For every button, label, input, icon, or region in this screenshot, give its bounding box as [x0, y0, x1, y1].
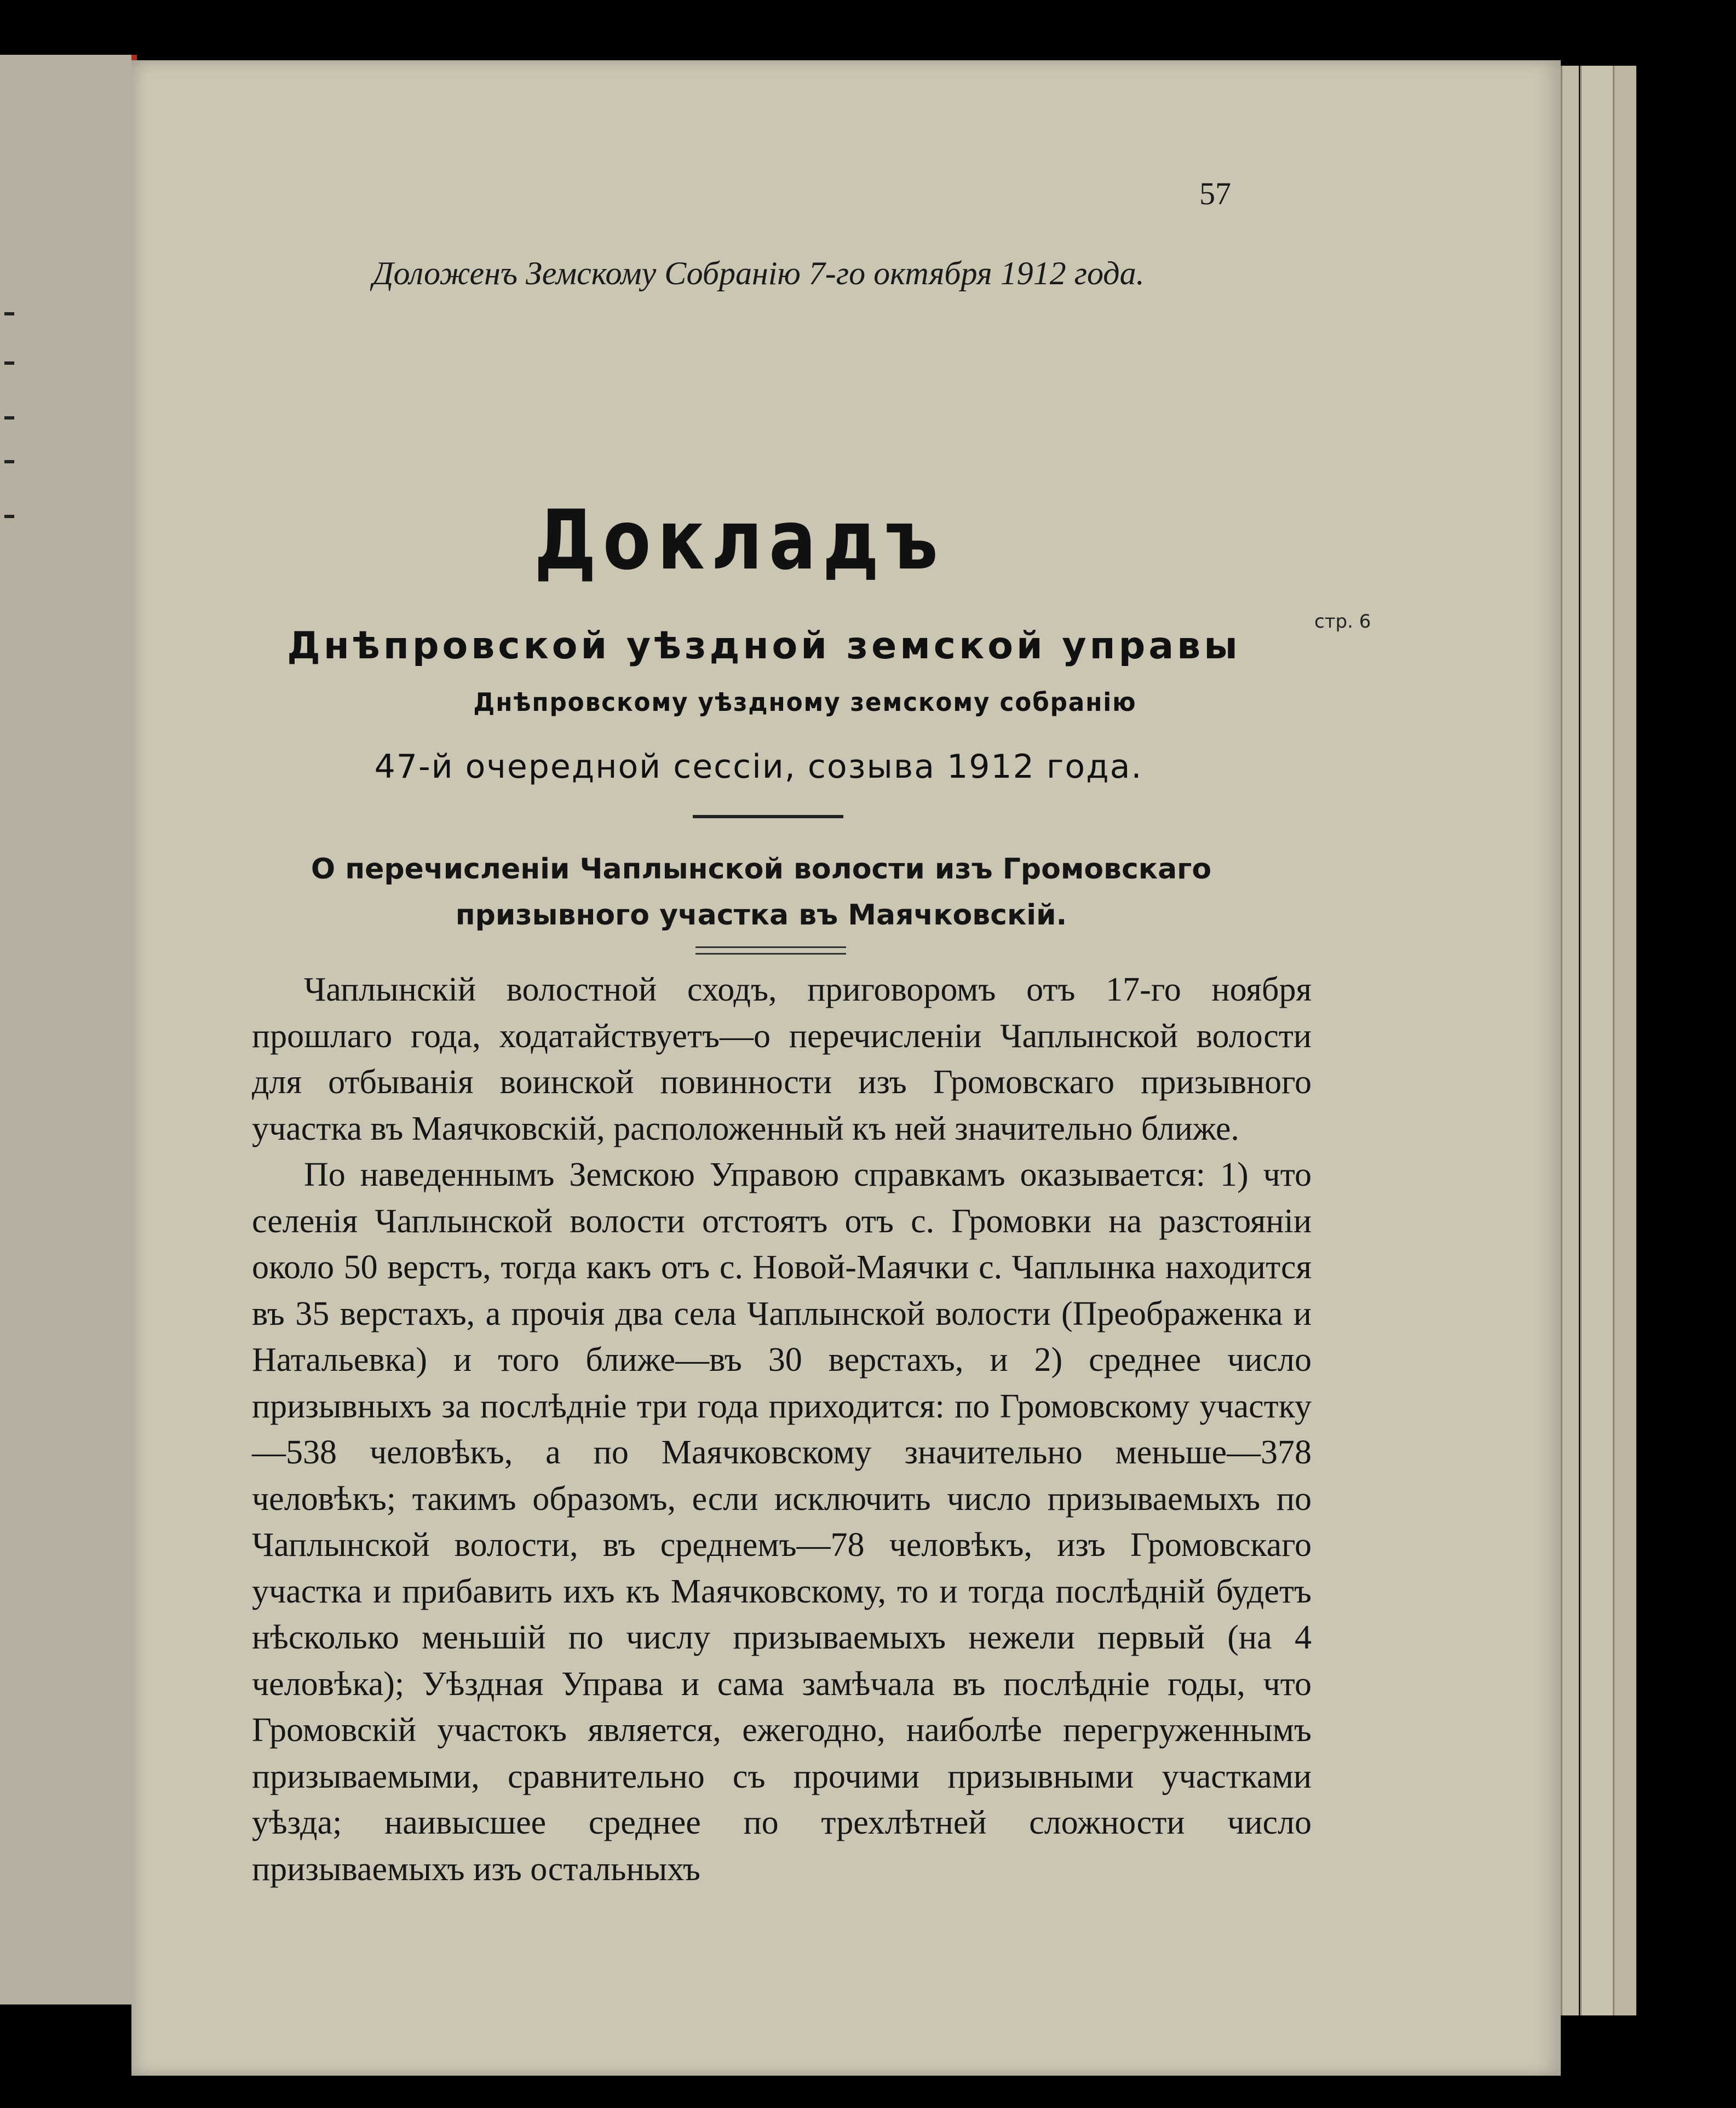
report-topic [241, 846, 1281, 938]
left-page-mark [4, 416, 14, 420]
paragraph: По наведеннымъ Земскою Управою справкамъ оказывается: 1) что селенія Чаплынской волости отстоятъ отъ с. Громовки на разстояніи около 50 верстъ, тогда какъ отъ с. Новой-Маячки с. Чаплынка находится въ 35 верстахъ, а прочія два села Чаплынской волости (Преображенка и Натальевка) и того ближе—въ 30 верстахъ, и 2) среднее число призывныхъ за послѣдніе три года приходится: по Громовскому участку—538 человѣкъ, а по Маячковскому значительно меньше—378 человѣкъ; такимъ образомъ, если исключить число призываемыхъ по Чаплынской волости, въ среднемъ—78 человѣкъ, изъ Громовскаго участка и прибавить ихъ къ Маячковскому, то и тогда послѣдній будетъ нѣсколько меньшій по числу призываемыхъ нежели первый (на 4 человѣка); Уѣздная Управа и сама замѣчала въ послѣдніе годы, что Громовскій участокъ является, ежегодно, наиболѣе перегруженнымъ призываемыми, сравнительно съ прочими призывными участками уѣзда; наивысшее среднее по трехлѣтней сложности число призываемыхъ изъ остальныхъ [252, 1156, 1312, 1888]
page-edge [1613, 66, 1636, 2015]
topic-line: О перечисленіи Чаплынской волости изъ Громовскаго [311, 853, 1212, 886]
margin-note: стр. 6 [1314, 611, 1371, 633]
left-page-mark [4, 515, 14, 518]
divider-rule [693, 815, 843, 818]
left-page-mark [4, 312, 14, 315]
document-title: Докладъ [534, 493, 945, 588]
left-page-mark [4, 460, 14, 463]
double-rule-bottom [695, 953, 846, 955]
paragraph: Чаплынскій волостной сходъ, приговоромъ отъ 17-го ноября прошлаго года, ходатайствуетъ—о перечисленіи Чаплынской волости для отбыванія воинской повинности изъ Громовскаго призывного участка въ Маячковскій, расположенный къ ней значительно ближе. [252, 971, 1312, 1147]
left-page-mark [4, 361, 14, 365]
double-rule-top [695, 946, 846, 948]
body-text [252, 967, 1312, 1892]
left-page-edge [0, 55, 137, 2004]
page-number: 57 [1199, 176, 1231, 211]
page-edge [1561, 66, 1579, 2015]
presentation-note: Доложенъ Земскому Собранію 7-го октября 1912 года. [372, 255, 1145, 291]
page-edge [1580, 66, 1614, 2015]
title-line-session: 47-й очередной сессіи, созыва 1912 года. [374, 748, 1143, 786]
topic-line: призывного участка въ Маячковскій. [455, 899, 1067, 932]
title-line-board: Днѣпровской уѣздной земской управы [287, 624, 1241, 668]
title-line-assembly: Днѣпровскому уѣздному земскому собранію [473, 687, 1137, 717]
